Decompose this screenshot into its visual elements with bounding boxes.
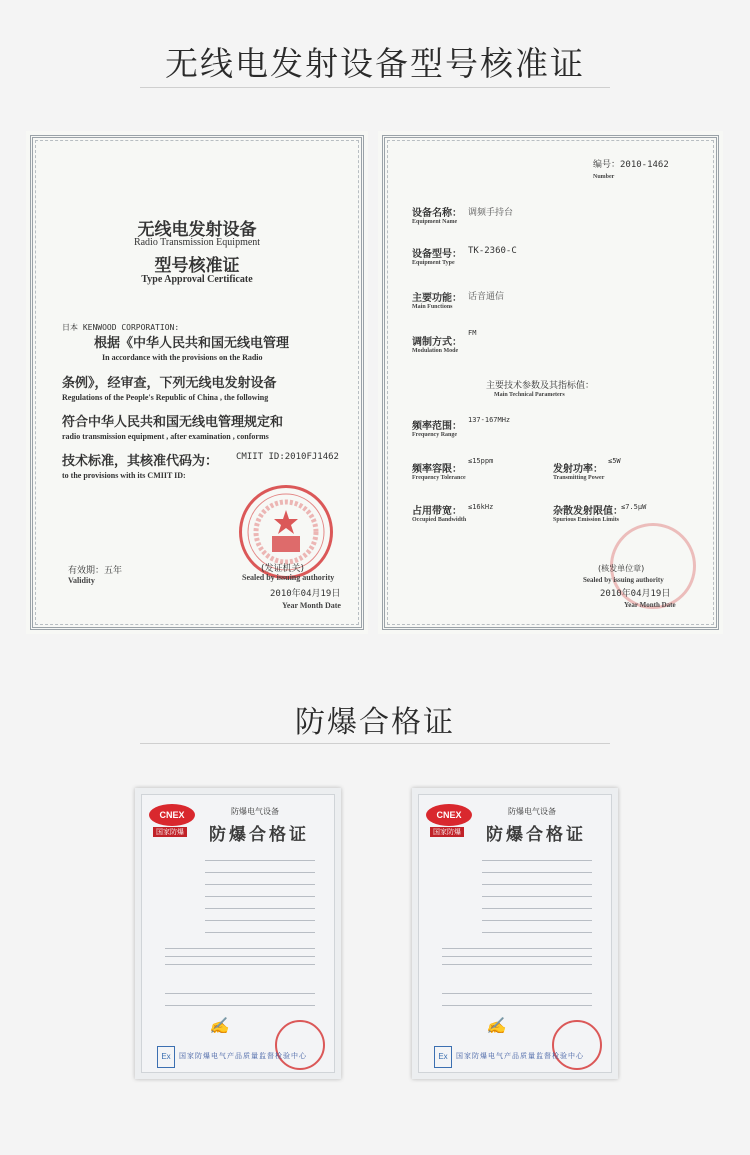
cert-title-cn: 无线电发射设备 [137,220,257,240]
field-line [482,884,592,885]
field-line [165,993,315,994]
title-underline [140,87,610,88]
body-line1-cn: 根据《中华人民共和国无线电管理 [94,336,290,351]
field-line [482,872,592,873]
field-line [165,1005,315,1006]
sealed-by-en: Sealed by issuing authority [583,576,664,584]
field-line [442,956,592,957]
freq-range-en: Frequency Range [412,432,458,438]
main-functions-en: Main Functions [412,304,453,310]
cnex-logo: CNEX [149,804,195,826]
params-title-en: Main Technical Parameters [494,392,565,398]
modulation-value: FM [468,329,477,337]
field-line [205,932,315,933]
date-caption: Year Month Date [624,601,676,609]
ex-seal [552,1020,602,1070]
field-line [442,964,592,965]
body-line3-en: radio transmission equipment , after examination , conforms [62,432,269,441]
issuing-center: 国家防爆电气产品质量监督检验中心 [179,1052,307,1060]
bandwidth-en: Occupied Bandwidth [412,517,467,523]
field-line [442,993,592,994]
bandwidth-value: ≤16kHz [468,503,494,511]
explosion-proof-certificate-1 [135,788,341,1079]
issue-date: 2010年04月19日 [600,589,671,599]
validity-en: Validity [68,576,95,585]
field-line [165,948,315,949]
body-line1-en: In accordance with the provisions on the Radio [102,353,263,362]
section-title-explosion-proof: 防爆合格证 [295,705,455,740]
freq-tolerance-label: 频率容限： [412,464,462,475]
freq-tolerance-value: ≤15ppm [468,457,494,465]
tx-power-en: Transmitting Power [553,475,605,481]
section-title-type-approval: 无线电发射设备型号核准证 [165,44,585,83]
field-line [165,956,315,957]
tx-power-label: 发射功率： [553,464,603,475]
equipment-type-label: 设备型号： [412,249,462,260]
equipment-name-en: Equipment Name [412,219,458,225]
spurious-en: Spurious Emission Limits [553,517,620,523]
body-line4-cn: 技术标准，其核准代码为： [62,454,219,469]
issuer-label: (发证机关) [261,564,305,574]
modulation-en: Modulation Mode [412,348,459,354]
spurious-label: 杂散发射限值： [553,506,623,517]
field-line [482,908,592,909]
bandwidth-label: 占用带宽： [412,506,462,517]
body-line3-cn: 符合中华人民共和国无线电管理规定和 [62,415,284,430]
applicant-name: 日本 KENWOOD CORPORATION: [62,323,180,332]
signature: ✍ [209,1016,229,1035]
cert-number-en: Number [593,174,615,180]
modulation-label: 调制方式： [412,337,462,348]
cert-header-big: 防爆合格证 [486,825,586,845]
cnex-logo-sub: 国家防爆 [430,827,464,837]
field-line [205,860,315,861]
field-line [482,860,592,861]
equipment-name-label: 设备名称： [412,208,462,219]
equipment-type-en: Equipment Type [412,260,455,266]
equipment-type-value: TK-2360-C [468,246,517,256]
tx-power-value: ≤5W [608,457,621,465]
field-line [205,872,315,873]
validity-cn: 有效期：五年 [68,566,123,576]
freq-range-label: 频率范围： [412,421,462,432]
cert-header-big: 防爆合格证 [209,825,309,845]
spurious-value: ≤7.5μW [621,503,647,511]
field-line [205,884,315,885]
cnex-logo-sub: 国家防爆 [153,827,187,837]
cmiit-id: CMIIT ID:2010FJ1462 [236,452,339,462]
cert-title-en: Radio Transmission Equipment [133,237,261,248]
field-line [482,896,592,897]
field-line [165,964,315,965]
type-approval-certificate-front [26,131,368,634]
field-line [205,896,315,897]
body-line2-en: Regulations of the People's Republic of China , the following [62,393,269,402]
cert-header-small: 防爆电气设备 [508,807,556,816]
freq-tolerance-en: Frequency Tolerance [412,475,466,481]
equipment-name-value: 调频手持台 [468,208,514,218]
field-line [482,920,592,921]
main-functions-value: 话音通信 [468,292,505,302]
freq-range-value: 137-167MHz [468,416,511,424]
field-line [482,932,592,933]
ex-mark-icon: Ex [434,1046,452,1068]
field-line [442,948,592,949]
cert-number: 编号：2010-1462 [593,160,669,170]
params-title: 主要技术参数及其指标值： [486,381,595,391]
body-line4-en: to the provisions with its CMIIT ID: [62,471,186,480]
date-caption: Year Month Date [282,601,341,610]
type-approval-certificate-back [378,131,723,634]
explosion-proof-certificate-2 [412,788,618,1079]
ex-mark-icon: Ex [157,1046,175,1068]
field-line [205,908,315,909]
issue-date: 2010年04月19日 [270,589,341,599]
body-line2-cn: 条例》，经审查，下列无线电发射设备 [62,376,277,391]
field-line [442,1005,592,1006]
title-underline [140,743,610,744]
issuer-label: (核发单位章) [598,564,645,573]
field-line [205,920,315,921]
ex-seal [275,1020,325,1070]
main-functions-label: 主要功能： [412,293,462,304]
cert-subtitle-en: Type Approval Certificate [141,274,253,285]
cert-header-small: 防爆电气设备 [231,807,279,816]
signature: ✍ [486,1016,506,1035]
cert-subtitle-cn: 型号核准证 [154,256,240,276]
sealed-by-en: Sealed by issuing authority [242,573,335,582]
issuing-center: 国家防爆电气产品质量监督检验中心 [456,1052,584,1060]
cnex-logo: CNEX [426,804,472,826]
